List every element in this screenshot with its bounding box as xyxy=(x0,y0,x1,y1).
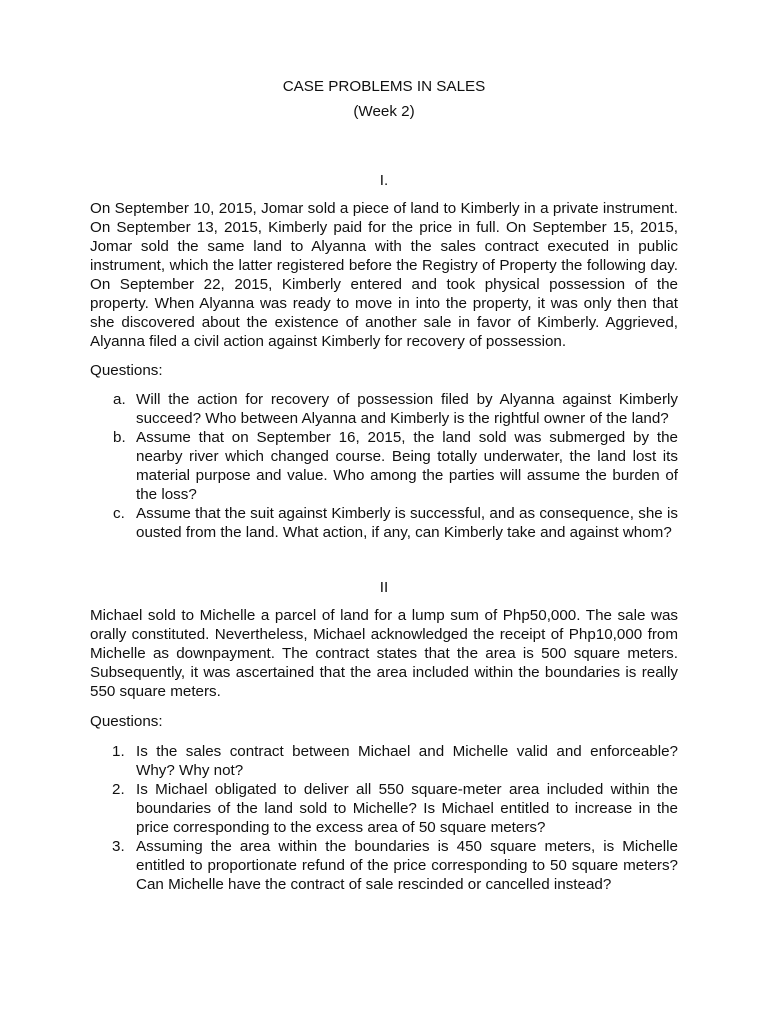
question-marker: a. xyxy=(113,391,126,408)
question-item xyxy=(90,504,678,542)
case-paragraph-2: Michael sold to Michelle a parcel of land for a lump sum of Php50,000. The sale was orally constituted. Nevertheless, Michael acknowledged the receipt of Php10,000 from Michelle as downpayment. The contract states that the area is 500 square meters. Subsequently, it was ascertained that the area included within the boundaries is really 550 square meters. xyxy=(90,607,678,700)
question-item xyxy=(90,390,678,428)
section-heading-1: I. xyxy=(379,172,389,189)
questions-label-1: Questions: xyxy=(90,362,163,379)
document-title: CASE PROBLEMS IN SALES xyxy=(282,78,486,95)
question-list-1 xyxy=(90,390,678,542)
question-text: Is the sales contract between Michael and Michelle valid and enforceable? Why? Why not? xyxy=(136,743,678,779)
question-marker: 2. xyxy=(112,781,125,798)
question-item xyxy=(90,742,678,780)
question-text: Assume that on September 16, 2015, the land sold was submerged by the nearby river which changed course. Being totally underwater, the land lost its material purpose and value. Who among the parties will assume the burden of the loss? xyxy=(136,429,678,503)
question-list-2 xyxy=(90,742,678,894)
question-item xyxy=(90,780,678,837)
question-text: Assuming the area within the boundaries is 450 square meters, is Michelle entitled to proportionate refund of the price corresponding to 50 square meters? Can Michelle have the contract of sale rescinded or cancelled instead? xyxy=(136,838,678,893)
question-marker: 1. xyxy=(112,743,125,760)
question-item xyxy=(90,428,678,504)
question-text: Assume that the suit against Kimberly is successful, and as consequence, she is ousted from the land. What action, if any, can Kimberly take and against whom? xyxy=(136,505,678,541)
question-text: Is Michael obligated to deliver all 550 square-meter area included within the boundaries of the land sold to Michelle? Is Michael entitled to increase in the price corresponding to the excess area of 50 square meters? xyxy=(136,781,678,836)
question-marker: c. xyxy=(113,505,125,522)
section-heading-2: II xyxy=(379,579,389,596)
question-marker: b. xyxy=(113,429,126,446)
questions-label-2: Questions: xyxy=(90,713,163,730)
case-paragraph-1: On September 10, 2015, Jomar sold a piece of land to Kimberly in a private instrument. On September 13, 2015, Kimberly paid for the price in full. On September 15, 2015, Jomar sold the same land to Alyanna with the sales contract executed in public instrument, which the latter registered before the Registry of Property the following day. On September 22, 2015, Kimberly entered and took physical possession of the property. When Alyanna was ready to move in into the property, it was only then that she discovered about the existence of another sale in favor of Kimberly. Aggrieved, Alyanna filed a civil action against Kimberly for recovery of possession. xyxy=(90,200,678,350)
question-marker: 3. xyxy=(112,838,125,855)
question-text: Will the action for recovery of possession filed by Alyanna against Kimberly succeed? Who between Alyanna and Kimberly is the rightful owner of the land? xyxy=(136,391,678,427)
question-item xyxy=(90,837,678,894)
document-subtitle: (Week 2) xyxy=(353,103,415,120)
